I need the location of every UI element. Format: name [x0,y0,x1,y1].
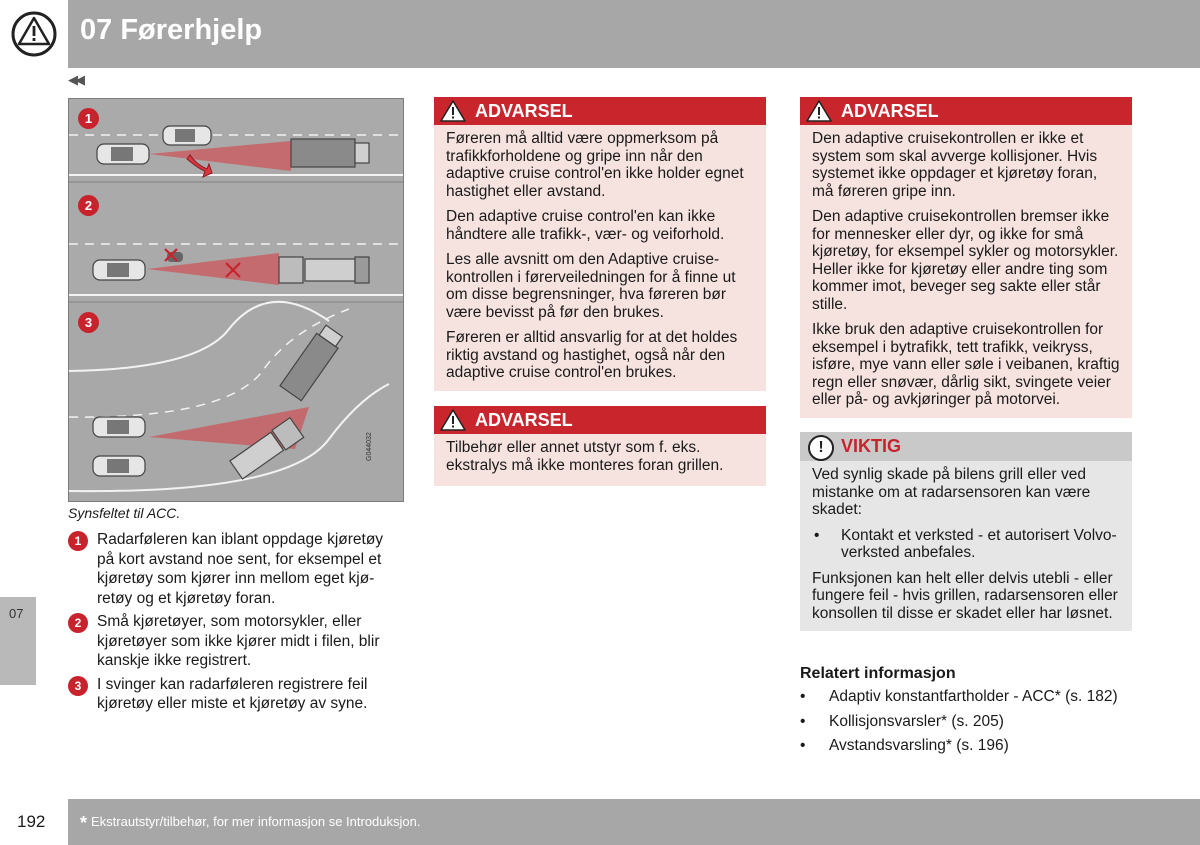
warning-text: Den adaptive cruisekontrollen bremser ikke for mennesker eller dyr, og ikke for små kjøretøy, for eksempel sykler og motorsykler. Heller ikke for kjøretøy eller andre ting som kommer imot, beveger seg sakte eller står stille. [812,208,1119,313]
warning-text: Føreren er alltid ansvarlig for at det holdes riktig avstand og hastighet, også når den adaptive cruise control'en brukes. [446,329,738,381]
warning-box-2 [434,406,766,486]
figure-caption: Synsfeltet til ACC. [68,505,181,521]
chapter-icon-box [0,0,68,68]
chapter-tab-label: 07 [9,606,24,621]
warning-text: Den adaptive cruise control'en kan ikke håndtere alle trafikk-, vær- og veiforhold. [446,208,725,243]
footnote [80,813,420,834]
warning-triangle-icon [440,408,466,432]
list-item [68,612,403,671]
figure-marker-1: 1 [78,108,99,129]
explanation-list [68,530,403,718]
warning-box-1 [434,97,766,391]
figure-marker-2: 2 [78,195,99,216]
double-chevron-left-icon[interactable]: ◀◀ [68,72,82,87]
warning-label: ADVARSEL [475,101,573,121]
warning-text: Les alle avsnitt om den Adaptive cruisekontrollen i førerveiledningen for å finne ut om disse begrensninger, hva føreren bør være bevisst på før den brukes. [446,251,736,321]
important-label: VIKTIG [841,436,902,456]
list-item-text: Radarføleren kan iblant oppdage kjøretøy på kort avstand noe sent, for eksempel et kjøretøy som kjører inn mellom eget kjøretøy og et kjøretøy foran. [97,531,384,607]
warning-box-3 [800,97,1132,418]
warning-text: Tilbehør eller annet utstyr som f. eks. ekstralys må ikke monteres foran grillen. [446,439,724,474]
exclamation-icon: ! [808,435,834,461]
page-title: 07 Førerhjelp [80,14,263,46]
figure-code: G044032 [366,432,373,461]
warning-header [434,406,766,434]
number-marker: 3 [68,676,88,696]
important-intro: Ved synlig skade på bilens grill eller ved mistanke om at radarsensoren kan være skadet: [812,466,1091,518]
important-bullet: • Kontakt et verksted - et autorisert Volvo-verksted anbefales. [812,527,1120,562]
related-link[interactable]: • Adaptiv konstantfartholder - ACC* (s. 182) [800,685,1140,710]
list-item [68,530,403,608]
number-marker: 1 [68,531,88,551]
page-number: 192 [17,812,46,831]
warning-header [434,97,766,125]
warning-triangle-icon [806,99,832,123]
footnote-text: Ekstrautstyr/tilbehør, for mer informasjon se Introduksjon. [91,814,421,829]
list-item-text: I svinger kan radarføleren registrere feil kjøretøy eller miste et kjøretøy av syne. [97,675,368,712]
important-box [800,432,1132,631]
important-header [800,432,1132,461]
figure-marker-3: 3 [78,312,99,333]
footnote-asterisk: * [80,813,88,833]
warning-triangle-icon [0,0,68,68]
list-item-text: Små kjøretøyer, som motorsykler, eller kjøretøyer som ikke kjører midt i filen, blir kanskje ikke registrert. [97,613,380,669]
related-link[interactable]: • Kollisjonsvarsler* (s. 205) [800,710,1140,735]
chapter-tab[interactable] [0,597,36,685]
acc-field-of-view-figure [68,98,404,502]
related-links [800,685,1140,759]
warning-text: Føreren må alltid være oppmerksom på trafikkforholdene og gripe inn når den adaptive cruise control'en ikke holder egnet hastighet eller avstand. [446,130,744,200]
related-title: Relatert informasjon [800,665,956,682]
warning-label: ADVARSEL [841,101,939,121]
related-link[interactable]: • Avstandsvarsling* (s. 196) [800,734,1140,759]
number-marker: 2 [68,613,88,633]
warning-header [800,97,1132,125]
warning-text: Ikke bruk den adaptive cruisekontrollen for eksempel i bytrafikk, tett trafikk, veikryss, isføre, mye vann eller søle i veibanen, kraftig regn eller snøvær, dårlig sikt, svingete veier eller på- og avkjøringer på motorvei. [812,321,1120,408]
warning-triangle-icon [440,99,466,123]
list-item [68,675,403,714]
warning-label: ADVARSEL [475,410,573,430]
warning-text: Den adaptive cruisekontrollen er ikke et system som skal avverge kollisjoner. Hvis systemet ikke oppdager et kjøretøy foran, må føreren gripe inn. [812,130,1098,200]
important-outro: Funksjonen kan helt eller delvis utebli - eller fungere feil - hvis grillen, radarsensoren eller konsollen til disse er skadet eller har løsnet. [812,569,1118,622]
